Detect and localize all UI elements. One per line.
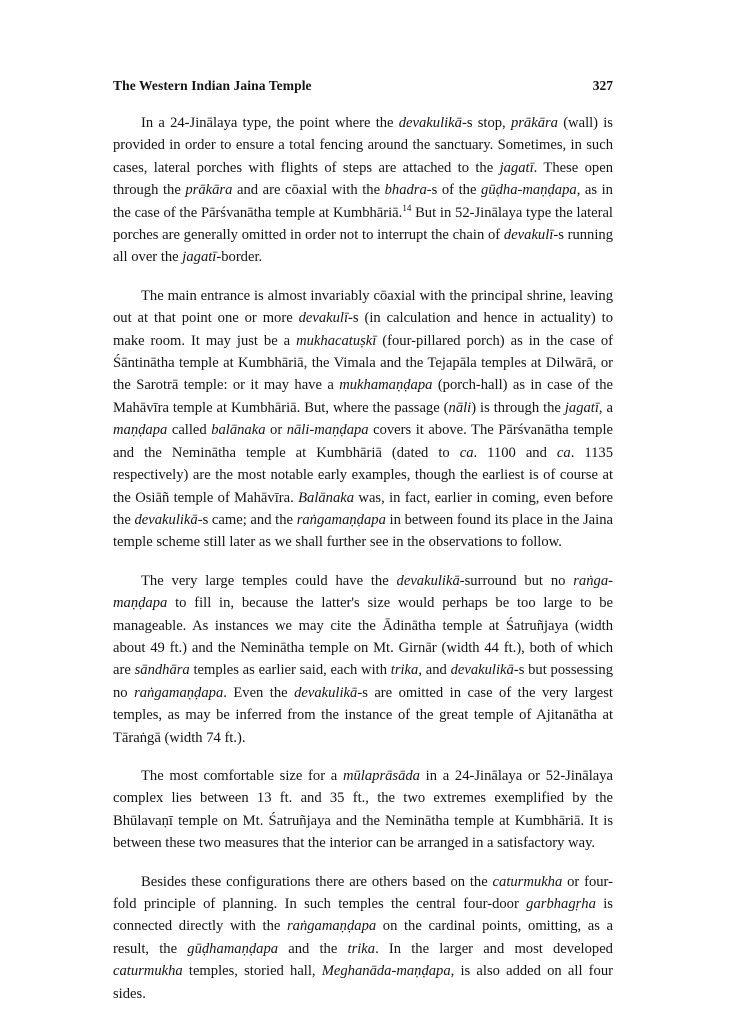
italic-term: jagatī	[499, 159, 534, 176]
italic-term: garbhagṛha	[526, 896, 596, 912]
italic-term: devakulī	[298, 310, 349, 327]
italic-term: devakulikā	[396, 572, 460, 589]
text-run: temples, storied hall,	[182, 963, 322, 980]
text-run: -s of the	[426, 182, 482, 199]
text-run: -s (in calculation and hence in actuality) to make room. It may just be a	[113, 310, 613, 349]
italic-term: devakulikā	[134, 511, 198, 528]
text-run: called	[167, 422, 212, 439]
text-run: , as in the case of the Pārśvanātha temple at Kumbhāriā.	[113, 182, 613, 221]
text-run: or four-fold principle of planning. In such temples the central four-door	[113, 873, 613, 912]
paragraph	[113, 765, 613, 855]
text-run: and the	[278, 940, 348, 957]
italic-term: Balānaka	[298, 489, 355, 506]
text-run: in a 24-Jinālaya or 52-Jinālaya complex lies between 13 ft. and 35 ft., the two extremes exemplified by the Bhūlavaṇī temple on Mt. Śatruñjaya and the Neminātha temple at Kumbhāriā. It is between these two measures that the interior can be arranged in a satisfactory way.	[113, 767, 613, 852]
italic-term: prākāra	[510, 115, 558, 131]
page-number: 327	[592, 78, 613, 93]
text-run: (porch-hall) as in case of the Mahāvīra temple at Kumbhāriā. But, where the passage (	[113, 377, 614, 416]
paragraph	[113, 570, 613, 749]
italic-term: nāli-maṇḍapa	[286, 422, 369, 439]
italic-term: bhadra	[384, 182, 427, 199]
body-text	[113, 112, 613, 1005]
text-run: (four-pillared porch) as in the case of Śāntinātha temple at Kumbhāriā, the Vimala and the Tejapāla temples at Dilwārā, or the Sarotrā temple: or it may have a	[113, 332, 613, 394]
page-header	[113, 78, 613, 100]
paragraph	[113, 285, 613, 554]
text-run: -s came; and the	[197, 511, 297, 528]
text-run: -surround but no	[459, 572, 574, 589]
text-run: -s running all over the	[113, 227, 614, 266]
italic-term: caturmukha	[492, 873, 563, 890]
italic-term: jagatī	[182, 249, 217, 266]
italic-term: ca	[459, 444, 474, 461]
text-run: , and	[418, 662, 451, 679]
book-page	[113, 78, 613, 1021]
paragraph	[113, 871, 613, 1005]
text-run: or	[265, 422, 287, 439]
italic-term: jagatī	[564, 399, 599, 416]
italic-term: ca	[556, 444, 571, 461]
text-run: -s stop,	[461, 115, 511, 131]
running-title: The Western Indian Jaina Temple	[113, 78, 312, 93]
text-run: temples as earlier said, each with	[189, 662, 391, 679]
text-run: ) is through the	[471, 399, 565, 416]
text-run: in between found its place in the Jaina temple scheme still later as we shall further see in the observations to follow.	[113, 511, 613, 551]
text-run: , a	[598, 399, 613, 416]
italic-term: devakulikā	[294, 684, 358, 701]
italic-term: gūḍhamaṇḍapa	[187, 940, 279, 957]
text-run: -s but possessing no	[113, 662, 613, 701]
italic-term: raṅgamaṇḍapa	[286, 918, 377, 935]
italic-term: caturmukha	[113, 963, 183, 980]
text-run: -s are omitted in case of the very largest temples, as may be inferred from the instance of the great temple of Ajitanātha at Tāraṅgā (width 74 ft.).	[113, 684, 613, 746]
italic-term: Meghanāda-maṇḍapa	[321, 963, 451, 980]
italic-term: balānaka	[211, 422, 266, 439]
italic-term: trika	[390, 662, 419, 679]
text-run: But in 52-Jinālaya type the lateral porches are generally omitted in order not to interrupt the chain of	[113, 204, 613, 244]
text-run: The very large temples could have the	[141, 572, 397, 589]
text-run: -border.	[216, 249, 263, 266]
italic-term: raṅgamaṇḍapa	[134, 684, 224, 701]
footnote-marker: 14	[402, 202, 412, 213]
italic-term: devakulikā	[398, 115, 462, 131]
text-run: to fill in, because the latter's size would perhaps be too large to be manageable. As instances we may cite the Ādinātha temple at Śatruñjaya (width about 49 ft.) and the Neminātha temple on Mt. Girnār (width 44 ft.), both of which are	[113, 595, 613, 679]
italic-term: gūḍha-maṇḍapa	[481, 182, 577, 199]
italic-term: mukhamaṇḍapa	[339, 377, 433, 394]
italic-term: maṇḍapa	[113, 422, 168, 439]
text-run: is connected directly with the	[113, 896, 613, 935]
italic-term: raṅga-maṇḍapa	[113, 572, 613, 612]
text-run: The main entrance is almost invariably cōaxial with the principal shrine, leaving out at that point one or more	[113, 287, 613, 327]
text-run: . These open through the	[113, 159, 614, 199]
italic-term: nāli	[448, 399, 472, 416]
text-run: and are cōaxial with the	[232, 182, 385, 199]
text-run: In a 24-Jinālaya type, the point where the	[141, 115, 399, 131]
text-run: The most comfortable size for a	[141, 767, 343, 784]
italic-term: mūlaprāsāda	[342, 767, 420, 784]
paragraph	[113, 112, 613, 269]
text-run: was, in fact, earlier in coming, even before the	[113, 489, 613, 528]
italic-term: devakulī	[503, 227, 554, 244]
italic-term: raṅgamaṇḍapa	[296, 511, 386, 528]
italic-term: mukhacatuṣkī	[296, 332, 377, 349]
italic-term: devakulikā	[450, 662, 514, 679]
text-run: . In the larger and most developed	[375, 940, 613, 957]
text-run: covers it above. The Pārśvanātha temple and the Neminātha temple at Kumbhāriā (dated to	[113, 422, 613, 461]
italic-term: sāndhāra	[134, 662, 190, 679]
text-run: on the cardinal points, omitting, as a result, the	[113, 918, 614, 957]
italic-term: trika	[347, 940, 376, 957]
text-run: . Even the	[223, 684, 295, 701]
text-run: , is also added on all four sides.	[113, 963, 613, 1002]
text-run: . 1100 and	[473, 444, 557, 461]
text-run: Besides these configurations there are others based on the	[141, 873, 493, 890]
text-run: (wall) is provided in order to ensure a total fencing around the sanctuary. Sometimes, in such cases, lateral porches with flights of steps are attached to the	[113, 115, 613, 176]
text-run: . 1135 respectively) are the most notable early examples, though the earliest is of course at the Osiāñ temple of Mahāvīra.	[113, 444, 613, 506]
italic-term: prākāra	[185, 182, 233, 199]
